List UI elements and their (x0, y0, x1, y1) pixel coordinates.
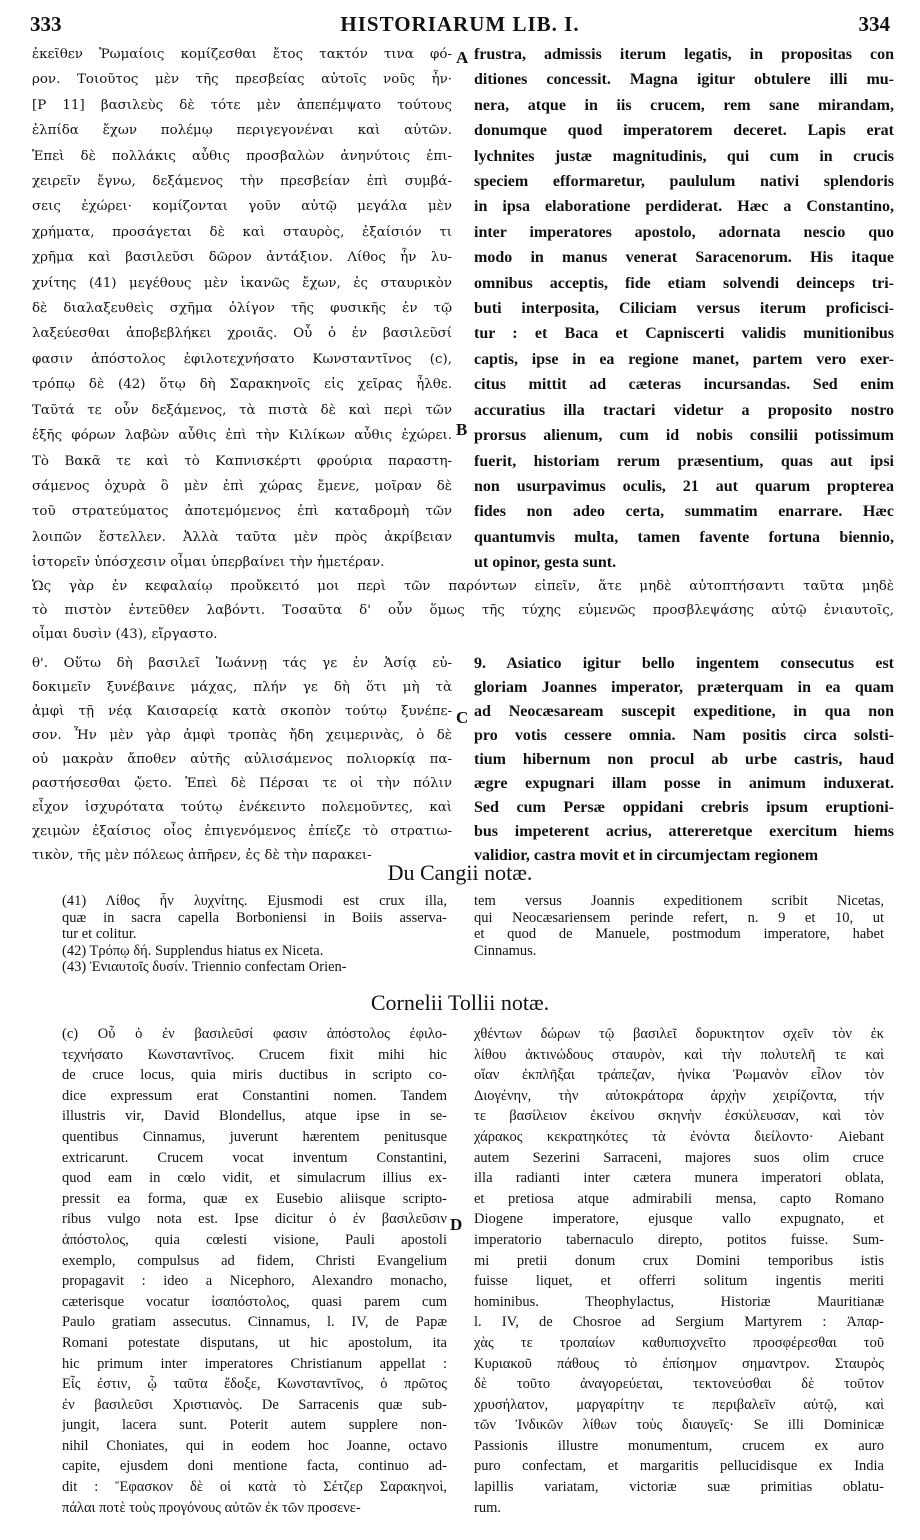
note-line: cæterisque vocatur ἰσαπόστολος, quasi parem cum (62, 1293, 447, 1310)
greek-line: σάμενος ὀχυρὰ ὂ μὲν ἐπὶ χώρας ἔμενε, μοῖραν δὲ (32, 478, 452, 494)
note-line: rum. (474, 1499, 501, 1516)
greek-line: χειρεῖν ἔγνω, δεξάμενος τὴν πρεσβείαν ἐπὶ συμβά- (32, 174, 452, 190)
greek-line: ἱστορεῖν ὑπόσχεσιν οἶμαι ὑπερβαίνει τὴν ἡμετέραν. (32, 555, 385, 571)
greek-line: λοιπῶν ἔστελλεν. Ἀλλὰ ταῦτα μὲν πρὸς ἀκρίβειαν (32, 529, 452, 545)
latin-line: prorsus alienum, cum id nobis consilii potissimum (474, 427, 894, 445)
note-line: ribus vulgo nota est. Ipse dicitur ὁ ἐν βασιλεῦσιν (62, 1211, 447, 1228)
note-line: Passionis illustre monumentum, crucem ex auro (474, 1437, 884, 1454)
latin-line: buti interposita, Ciliciam versus iterum proficisci- (474, 300, 894, 318)
note-line: et quod de Manuele, postmodum imperatore, habet (474, 926, 884, 942)
latin-line: quantumvis multa, tamen favente fortuna biennio, (474, 528, 894, 546)
greek-line: οὐ μακρὰν ἄποθεν αὐτῆς αὐλισάμενος πολιορκίᾳ πα- (32, 752, 452, 767)
greek-line: τὸ πιστὸν ἐντεῦθεν λαβόντι. Τοσαῦτα δ' οὖν ὅμως τῆς τύχης εὐμενῶς προσβλεψάσης αὐτῷ ἐνιαυτοῖς, (32, 603, 894, 618)
greek-line: τοῦ στρατεύματος ἀποτεμόμενος ἐπὶ καταδρομὴ τῶν (32, 504, 452, 520)
greek-line: ραστήσεσθαι ᾤετο. Ἐπεὶ δὲ Πέρσαι τε οἱ τὴν πόλιν (32, 776, 452, 791)
note-line: jungit, lacera sunt. Poterit autem supplere non- (62, 1417, 447, 1434)
latin-line: fides non adeo certa, summatim enarrare. Hæc (474, 503, 894, 521)
latin-line: nera, atque in iis crucem, rem sane mirandam, (474, 96, 894, 114)
note-line: χὰς τε τροπαίων καθυπισχνεῖτο προσφέρεσθαι τοῦ (474, 1334, 884, 1351)
note-line: fuisse liquet, et offerri solitum ingentis meriti (474, 1273, 884, 1290)
greek-line: χειμὼν ἐξαίσιος οἷος ἐπιγενόμενος ἐπίεζε τὸ στρατιω- (32, 824, 452, 839)
greek-line: τρόπῳ δὲ (42) ὅτῳ δὴ Σαρακηνοῖς εἰς χεῖρας ἦλθε. (32, 377, 452, 393)
note-line: χρυσήλατον, μαργαρίτην τε περιβαλεῖν αὐτῷ, καὶ (474, 1396, 884, 1413)
note-line: dit : Ἔφασκον δὲ οἱ κατὰ τὸ Σέτζερ Σαρακηνοὶ, (62, 1479, 447, 1496)
greek-line: Ὡς γὰρ ἐν κεφαλαίῳ προὔκειτό μοι περὶ τῶν παρόντων εἰπεῖν, ἅτε μηδὲ αὐτοπτήσαντι ταῦτα μηδὲ (32, 579, 894, 594)
du-cange-notes-right (474, 893, 884, 959)
tollius-notes-right (474, 1024, 884, 1518)
latin-line: bus impeterent acrius, attereretque exercitum hiems (474, 823, 894, 840)
tollius-notes-left (62, 1024, 447, 1518)
greek-line: σον. Ἦν μὲν γὰρ ἀμφὶ τροπὰς ἤδη χειμερινὰς, ὁ δὲ (32, 728, 452, 743)
note-line: Διογένην, τὴν αὐτοκράτορα ἀρχὴν χειρίζοντα, τήν (474, 1087, 884, 1104)
latin-line: modo in manus venerat Saracenorum. His itaque (474, 249, 894, 267)
note-line: (41) Λίθος ἦν λυχνίτης. Ejusmodi est crux illa, (62, 893, 447, 909)
note-line: mi pretii donum crux Domini temporibus istis (474, 1252, 884, 1269)
latin-text-middle (474, 652, 894, 868)
note-line: Εἷς ἐστιν, ᾧ ταῦτα ἔδοξε, Κωνσταντῖνος, ὁ πρῶτος (62, 1376, 447, 1393)
margin-marker-b: B (456, 420, 468, 439)
latin-line: tium hibernum non procul ab urbe castris, haud (474, 751, 894, 768)
latin-line: inter imperatores apostolo, adornata nescio quo (474, 223, 894, 241)
latin-line: ad Neocæsaream suscepit expeditione, in qua non (474, 703, 894, 720)
note-line: (c) Οὗ ὁ ἐν βασιλεῦσί φασιν ἀπόστολος ἐφιλο- (62, 1026, 447, 1042)
latin-line: Sed cum Persæ oppidani crebris ipsum eruptioni- (474, 799, 894, 816)
latin-line: validior, castra movit et in circumjectam regionem (474, 847, 819, 864)
note-line: de cruce locus, quia miris ductibus in scripto co- (62, 1067, 447, 1084)
latin-line: 9. Asiatico igitur bello ingentem consecutus est (474, 655, 894, 672)
note-line: Romani potestate disputans, ut hic apostolum, ita (62, 1334, 447, 1351)
margin-marker-d: D (450, 1215, 463, 1234)
greek-line: λαξεύεσθαι ἀποβεβλήκει χροιᾶς. Οὗ ὁ ἐν βασιλεῦσί (32, 326, 452, 342)
note-line: tem versus Joannis expeditionem scribit Nicetas, (474, 893, 884, 909)
note-line: nihil Choniates, qui in eodem hoc Joanne, octavo (62, 1437, 447, 1454)
latin-line: lychnites justæ magnitudinis, qui cum in crucis (474, 147, 894, 165)
greek-line: Τὸ Βακᾶ τε καὶ τὸ Καπνισκέρτι φρούρια παραστη- (32, 453, 452, 469)
note-line: et pretiosa atque admirabili mensa, capto Romano (474, 1190, 884, 1207)
greek-line: ρον. Τοιοῦτος μὲν τῆς πρεσβείας αὐτοῖς νοῦς ἦν· (32, 72, 452, 88)
note-line: quæ in sacra capella Borboniensi in Boiis asserva- (62, 909, 447, 926)
latin-line: ut opinor, gesta sunt. (474, 554, 617, 572)
latin-line: gloriam Joannes imperator, præterquam in ea quam (474, 679, 894, 696)
latin-line: in ipsa elaboratione perdiderat. Hæc a Constantino, (474, 198, 894, 216)
latin-line: omnibus acceptis, fide etiam solvendi deinceps tri- (474, 274, 894, 292)
latin-text-top (474, 42, 894, 576)
running-title: HISTORIARUM LIB. I. (340, 12, 580, 36)
note-line: ἐν βασιλεῦσι Χριστιανὸς. De Sarracenis quæ sub- (62, 1396, 447, 1413)
note-line: τεχνήσατο Κωνσταντῖνος. Crucem fixit mihi hic (62, 1046, 447, 1063)
tollius-notes-heading: Cornelii Tollii notæ. (370, 990, 550, 1015)
greek-line: ἐκεῖθεν Ῥωμαίοις κομίζεσθαι ἔτος τακτόν τινα φό- (32, 47, 452, 62)
note-line: tur et colitur. (62, 926, 137, 942)
greek-line: δοκιμεῖν ξυνέβαινε μάχας, πλήν γε δὴ ὅτι μὴ τὰ (32, 680, 452, 695)
note-line: qui Neocæsariensem perinde refert, n. 9 et 10, ut (474, 909, 884, 926)
note-line: quod eam in cœlo vidit, et simulacrum illius ex- (62, 1170, 447, 1187)
note-line: puro confectam, et margaritis pellucidisque ex India (474, 1458, 884, 1475)
page-header (30, 12, 890, 40)
note-line: hominibus. Theophylactus, Historiæ Mauritianæ (474, 1293, 884, 1310)
note-line: capite, ejusdem doni mentione facta, continuo ad- (62, 1458, 447, 1475)
greek-line: Ταῦτά τε οὖν δεξάμενος, τὰ πιστὰ δὲ καὶ περὶ τῶν (32, 402, 452, 418)
note-line: Paulo gratiam assecutus. Cinnamus, l. IV, de Papæ (62, 1314, 447, 1331)
greek-line: εἶχον ἰσχυρότατα τούτῳ ἐνέκειντο πολεμοῦντες, καὶ (32, 800, 452, 815)
note-line: imperatorio tabernaculo direpto, potitos fuisse. Sum- (474, 1231, 884, 1248)
greek-line: [P 11] βασιλεὺς δὲ τότε μὲν ἀπεπέμψατο τούτους (32, 97, 452, 113)
margin-marker-a: A (456, 48, 469, 67)
note-line: propagavit : ideo a Nicephoro, Alexandro monacho, (62, 1273, 447, 1290)
greek-line: δὲ διαλαξευθεὶς σχῆμα ὀλίγον τῆς φυσικῆς ἐν τῷ (32, 301, 452, 317)
note-line: Cinnamus. (474, 942, 537, 959)
note-line: illa radianti inter cætera munera imperatori oblata, (474, 1170, 884, 1187)
greek-text-middle (32, 652, 452, 868)
latin-line: donumque quod imperatorem deceret. Lapis erat (474, 122, 894, 140)
greek-line: φασιν ἀπόστολος ἐφιλοτεχνήσατο Κωνσταντῖνος (c), (32, 351, 452, 367)
greek-line: τικὸν, τῆς μὲν πόλεως ἀπῆρεν, ἐς δὲ τὴν παρακει- (32, 848, 372, 863)
note-line: lapillis variatam, victoriæ suæ primitias oblatu- (474, 1479, 884, 1496)
note-line: (43) Ἐνιαυτοῖς δυσίν. Triennio confectam Orien- (62, 959, 347, 975)
greek-line: χρῆμα καὶ βασιλεῦσι δῶρον ἀντάξιον. Λίθος ἦν λυ- (32, 250, 452, 266)
du-cange-notes-heading: Du Cangii notæ. (387, 860, 533, 885)
greek-line: ἑξῆς φόρων λαβὼν αὖθις ἐπὶ τὴν Κιλίκων αὖθις ἐχώρει. (32, 428, 452, 444)
note-line: χθέντων δώρων τῷ βασιλεῖ δορυκτητον σχεῖν τὸν ἐκ (474, 1026, 884, 1042)
note-line: χάρακος κεκρατηκότες τὰ ἐνόντα διείλοντο· Aiebant (474, 1128, 884, 1145)
latin-line: captis, ipse in ea regione manet, partem vero exer- (474, 350, 894, 368)
note-line: quentibus Cinnamus, juverunt hærentem penitusque (62, 1128, 447, 1145)
latin-line: ægre expugnari illam posse in animum induxerat. (474, 775, 894, 792)
margin-marker-c: C (456, 708, 469, 727)
greek-line: χρήματα, προσάγεται δὲ καὶ σταυρὸς, ἐξαίσιόν τι (32, 224, 452, 240)
note-line: exemplo, compulsus ad fidem, Christi Evangelium (62, 1252, 447, 1269)
greek-line: ἐλπίδα ἔχων πολέμῳ περιγεγονέναι καὶ αὐτῶν. (32, 123, 452, 139)
note-line: λίθου ἀκτινώδους σταυρὸν, καὶ τὴν πολυτελῆ τε καὶ (474, 1046, 884, 1063)
note-line: extricarunt. Crucem vocat inventum Constantini, (62, 1149, 447, 1166)
greek-line: Ἐπεὶ δὲ πολλάκις αὖθις προσβαλὼν ἀνηνύτοις ἐπι- (32, 148, 452, 164)
note-line: autem Sezerini Sarraceni, majores suos olim cruce (474, 1149, 884, 1166)
note-line: ἀπόστολος, quia cœlesti visione, Pauli apostoli (62, 1231, 447, 1248)
greek-line: ἀμφὶ τῇ νέᾳ Καισαρείᾳ κατὰ σκοπὸν τούτῳ ξυνέπε- (32, 704, 452, 719)
note-line: Diogene imperatore, ejusque vallo expugnato, et (474, 1211, 884, 1228)
note-line: dice expressum erat Constantini nomen. Tandem (62, 1087, 447, 1104)
greek-line: χνίτης (41) μεγέθους μὲν ἱκανῶς ἔχων, ἐς σταυρικὸν (32, 275, 452, 291)
left-page-number: 333 (30, 12, 62, 36)
greek-line: θ'. Οὕτω δὴ βασιλεῖ Ἰωάννῃ τάς γε ἐν Ἀσίᾳ εὐ- (32, 656, 452, 671)
note-line: pressit ea forma, quæ ex Eusebio aliisque scripto- (62, 1190, 447, 1207)
right-page-number: 334 (858, 12, 890, 36)
latin-line: ditiones concessit. Magna igitur obtulere illi mu- (474, 71, 894, 89)
latin-line: tur : et Baca et Capniscerti validis munitionibus (474, 325, 894, 343)
latin-line: fuerit, historiam rerum præsentium, quas aut ipsi (474, 452, 894, 470)
note-line: l. IV, de Chosroe ad Sergium Martyrem : Ἀπαρ- (474, 1314, 884, 1331)
note-line: τε βασίλειον ἐκείνου σκηνὴν ἐσκύλευσαν, καὶ τὸν (474, 1108, 884, 1125)
greek-text-wide (32, 575, 894, 647)
note-line: hic primum inter imperatores Christianum appellat : (62, 1355, 447, 1372)
note-line: οἵαν ἐκπλῆξαι τράπεζαν, ἡνίκα Ῥωμανὸν εἷλον τὸν (474, 1067, 884, 1084)
latin-line: frustra, admissis iterum legatis, in propositas con (474, 46, 894, 63)
latin-line: non usurpavimus oculis, 21 aut quarum propterea (474, 477, 894, 495)
note-line: τῶν Ἰνδικῶν λίθων τοὺς διαυγεῖς· Se illi Dominicæ (474, 1417, 884, 1434)
note-line: (42) Τρόπῳ δή. Supplendus hiatus ex Niceta. (62, 942, 324, 959)
latin-line: pro votis cessere omnia. Nam positis circa solsti- (474, 727, 894, 744)
greek-line: σεις ἐχώρει· κομίζονται γοῦν αὐτῷ μεγάλα μὲν (32, 199, 452, 215)
latin-line: accuratius illa tractari videtur a proposito nostro (474, 401, 894, 419)
note-line: illustris vir, David Blondellus, atque ipse in se- (62, 1108, 447, 1125)
du-cange-notes-left (62, 893, 447, 976)
greek-line: οἶμαι δυσὶν (43), εἴργαστο. (32, 627, 218, 642)
note-line: Κυριακοῦ πάθους τὸ ἐπίσημον σημαντρον. Σταυρὸς (474, 1355, 884, 1372)
latin-line: citus mittit ad cæteras incursandas. Sed enim (474, 376, 894, 394)
latin-line: speciem efformaretur, paululum nativi splendoris (474, 173, 894, 191)
note-line: δὲ τοῦτο ἀναγορεύεται, τεκτονεύσθαι δὲ τοῦτον (474, 1376, 884, 1393)
greek-text-top (32, 42, 452, 576)
note-line: πάλαι ποτὲ τοὺς προγόνους αὐτῶν ἐκ τῶν προσενε- (62, 1499, 361, 1516)
